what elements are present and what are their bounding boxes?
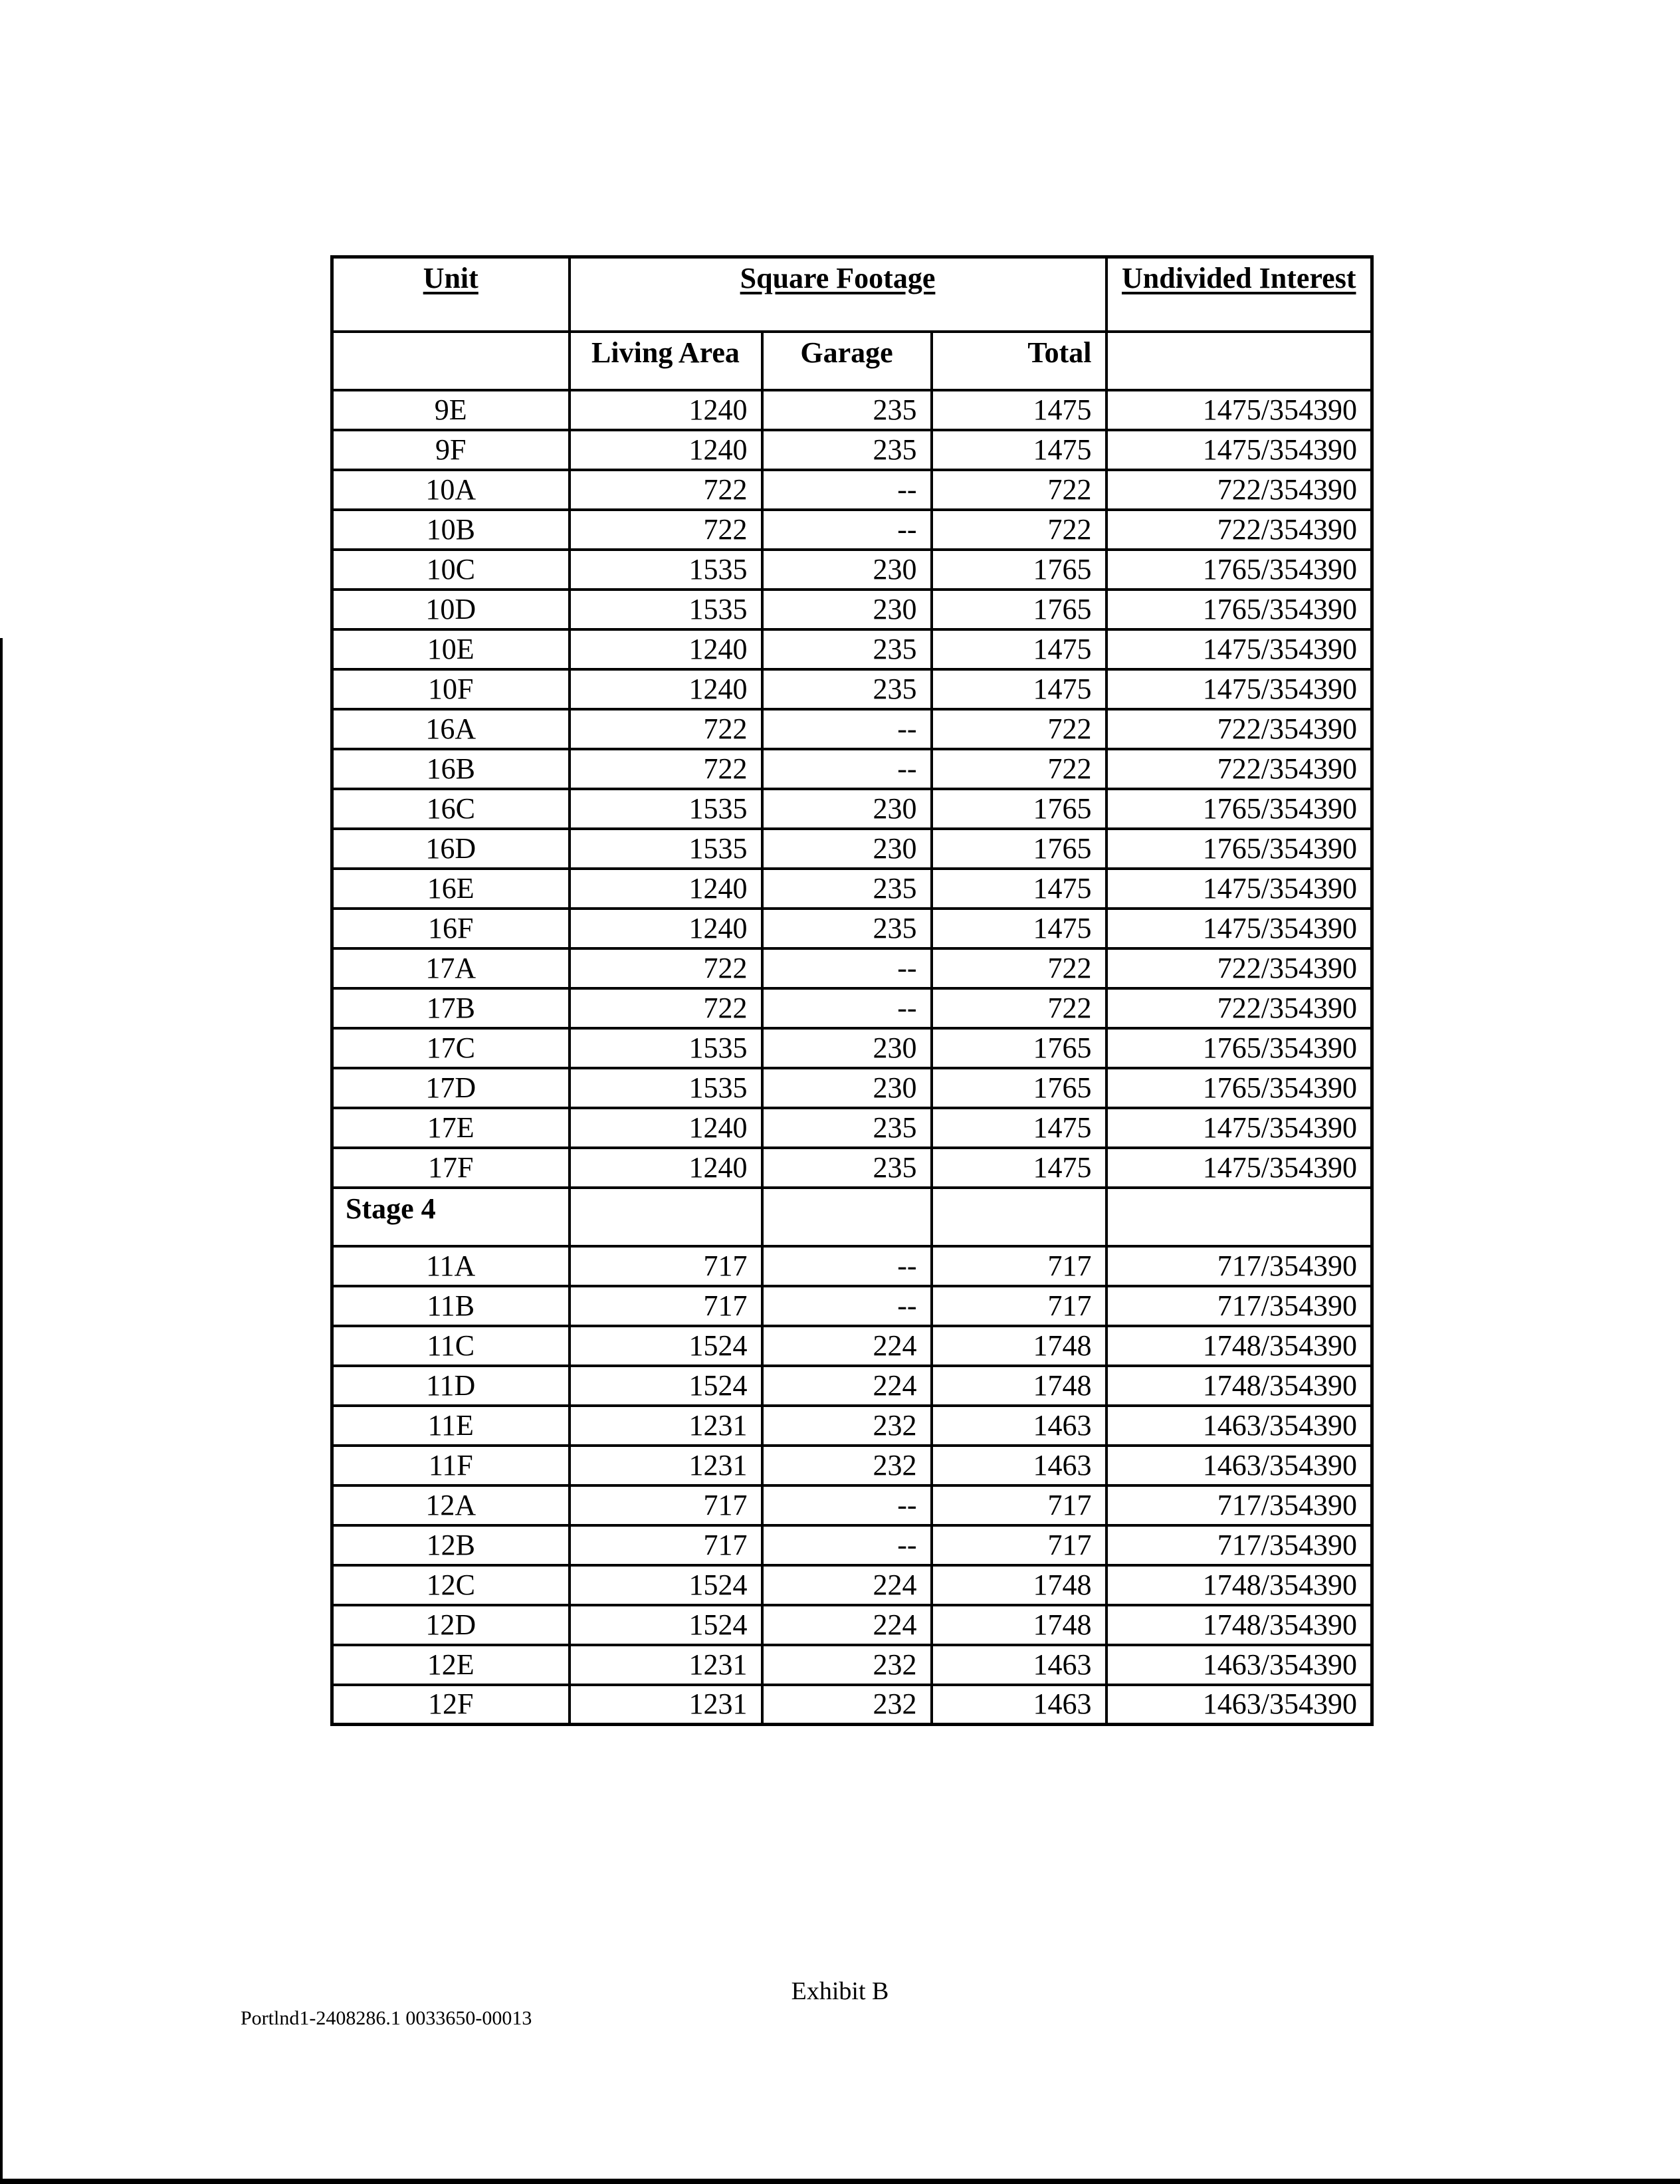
unit-cell: 10A xyxy=(332,470,570,510)
document-id: Portlnd1-2408286.1 0033650-00013 xyxy=(241,2007,532,2029)
stage-empty-cell xyxy=(762,1188,932,1246)
garage-cell: 224 xyxy=(762,1326,932,1366)
stage-empty-cell xyxy=(932,1188,1106,1246)
unit-cell: 10C xyxy=(332,550,570,590)
square-footage-table-container xyxy=(330,255,1370,1726)
square-footage-header-label: Square Footage xyxy=(740,262,936,294)
undivided-interest-cell: 1463/354390 xyxy=(1106,1446,1372,1485)
undivided-interest-cell: 1765/354390 xyxy=(1106,590,1372,629)
stage-empty-cell xyxy=(570,1188,762,1246)
garage-cell: 235 xyxy=(762,390,932,430)
table-row xyxy=(332,988,1372,1028)
living-area-header: Living Area xyxy=(570,332,762,390)
living-area-cell: 722 xyxy=(570,709,762,749)
undivided-interest-cell: 722/354390 xyxy=(1106,709,1372,749)
living-area-cell: 717 xyxy=(570,1246,762,1286)
unit-cell: 17C xyxy=(332,1028,570,1068)
undivided-interest-cell: 1475/354390 xyxy=(1106,1108,1372,1148)
unit-cell: 10F xyxy=(332,669,570,709)
undivided-interest-cell: 1475/354390 xyxy=(1106,1148,1372,1188)
garage-cell: -- xyxy=(762,1286,932,1326)
unit-subheader-empty xyxy=(332,332,570,390)
total-cell: 1475 xyxy=(932,1108,1106,1148)
unit-cell: 12B xyxy=(332,1525,570,1565)
unit-cell: 16A xyxy=(332,709,570,749)
living-area-cell: 1231 xyxy=(570,1406,762,1446)
unit-cell: 16B xyxy=(332,749,570,789)
total-cell: 1475 xyxy=(932,669,1106,709)
undivided-interest-cell: 1765/354390 xyxy=(1106,789,1372,829)
garage-cell: 224 xyxy=(762,1605,932,1645)
total-cell: 1475 xyxy=(932,909,1106,948)
table-row xyxy=(332,669,1372,709)
table-row xyxy=(332,510,1372,550)
living-area-cell: 1240 xyxy=(570,629,762,669)
living-area-cell: 1231 xyxy=(570,1645,762,1685)
total-cell: 1475 xyxy=(932,869,1106,909)
undivided-interest-cell: 1748/354390 xyxy=(1106,1565,1372,1605)
square-footage-table xyxy=(330,255,1374,1726)
living-area-cell: 1240 xyxy=(570,390,762,430)
undivided-interest-cell: 1475/354390 xyxy=(1106,869,1372,909)
garage-cell: 235 xyxy=(762,669,932,709)
living-area-cell: 722 xyxy=(570,510,762,550)
garage-header: Garage xyxy=(762,332,932,390)
unit-cell: 16C xyxy=(332,789,570,829)
undivided-interest-cell: 1475/354390 xyxy=(1106,669,1372,709)
header-row-secondary xyxy=(332,332,1372,390)
undivided-interest-header-label: Undivided Interest xyxy=(1122,262,1356,294)
stage-label: Stage 4 xyxy=(332,1188,570,1246)
total-cell: 1475 xyxy=(932,1148,1106,1188)
unit-cell: 16E xyxy=(332,869,570,909)
table-row xyxy=(332,1148,1372,1188)
undivided-interest-cell: 717/354390 xyxy=(1106,1246,1372,1286)
garage-cell: 230 xyxy=(762,789,932,829)
undivided-interest-cell: 1748/354390 xyxy=(1106,1605,1372,1645)
undivided-interest-cell: 1463/354390 xyxy=(1106,1685,1372,1725)
unit-cell: 11D xyxy=(332,1366,570,1406)
living-area-cell: 722 xyxy=(570,470,762,510)
total-cell: 1765 xyxy=(932,550,1106,590)
unit-cell: 12A xyxy=(332,1485,570,1525)
square-footage-header xyxy=(570,257,1106,332)
table-row xyxy=(332,829,1372,869)
unit-cell: 12F xyxy=(332,1685,570,1725)
unit-cell: 12E xyxy=(332,1645,570,1685)
undivided-interest-cell: 717/354390 xyxy=(1106,1485,1372,1525)
garage-cell: 230 xyxy=(762,829,932,869)
unit-cell: 16D xyxy=(332,829,570,869)
total-cell: 1748 xyxy=(932,1605,1106,1645)
unit-cell: 9F xyxy=(332,430,570,470)
total-cell: 722 xyxy=(932,709,1106,749)
table-row xyxy=(332,1645,1372,1685)
garage-cell: 235 xyxy=(762,1148,932,1188)
table-row xyxy=(332,1366,1372,1406)
unit-header-label: Unit xyxy=(423,262,478,294)
unit-cell: 11B xyxy=(332,1286,570,1326)
undivided-interest-cell: 1748/354390 xyxy=(1106,1366,1372,1406)
living-area-cell: 1524 xyxy=(570,1326,762,1366)
table-row xyxy=(332,470,1372,510)
table-row xyxy=(332,789,1372,829)
total-cell: 717 xyxy=(932,1485,1106,1525)
total-cell: 1748 xyxy=(932,1326,1106,1366)
living-area-cell: 1240 xyxy=(570,1108,762,1148)
total-cell: 1765 xyxy=(932,590,1106,629)
garage-cell: 232 xyxy=(762,1406,932,1446)
unit-cell: 10D xyxy=(332,590,570,629)
garage-cell: 224 xyxy=(762,1366,932,1406)
living-area-cell: 1240 xyxy=(570,669,762,709)
unit-cell: 17F xyxy=(332,1148,570,1188)
unit-cell: 11E xyxy=(332,1406,570,1446)
undivided-interest-cell: 717/354390 xyxy=(1106,1286,1372,1326)
unit-cell: 9E xyxy=(332,390,570,430)
total-cell: 1765 xyxy=(932,789,1106,829)
header-row-primary xyxy=(332,257,1372,332)
living-area-cell: 1535 xyxy=(570,789,762,829)
total-cell: 1765 xyxy=(932,829,1106,869)
unit-header xyxy=(332,257,570,332)
total-cell: 1475 xyxy=(932,390,1106,430)
unit-cell: 11A xyxy=(332,1246,570,1286)
total-cell: 717 xyxy=(932,1525,1106,1565)
garage-cell: 224 xyxy=(762,1565,932,1605)
undivided-interest-cell: 717/354390 xyxy=(1106,1525,1372,1565)
garage-cell: -- xyxy=(762,749,932,789)
garage-cell: -- xyxy=(762,1485,932,1525)
total-cell: 1475 xyxy=(932,629,1106,669)
unit-cell: 11F xyxy=(332,1446,570,1485)
living-area-cell: 1240 xyxy=(570,909,762,948)
total-cell: 717 xyxy=(932,1246,1106,1286)
garage-cell: 230 xyxy=(762,550,932,590)
table-row xyxy=(332,1406,1372,1446)
garage-cell: 235 xyxy=(762,869,932,909)
table-row xyxy=(332,390,1372,430)
table-row xyxy=(332,1565,1372,1605)
undivided-interest-cell: 1475/354390 xyxy=(1106,390,1372,430)
table-row xyxy=(332,550,1372,590)
total-cell: 722 xyxy=(932,470,1106,510)
unit-cell: 17D xyxy=(332,1068,570,1108)
table-row xyxy=(332,1068,1372,1108)
living-area-cell: 1535 xyxy=(570,590,762,629)
living-area-cell: 1535 xyxy=(570,1068,762,1108)
unit-cell: 11C xyxy=(332,1326,570,1366)
living-area-cell: 717 xyxy=(570,1525,762,1565)
unit-cell: 10B xyxy=(332,510,570,550)
undivided-interest-cell: 1748/354390 xyxy=(1106,1326,1372,1366)
total-header: Total xyxy=(932,332,1106,390)
undivided-interest-cell: 1463/354390 xyxy=(1106,1406,1372,1446)
stage-empty-cell xyxy=(1106,1188,1372,1246)
garage-cell: -- xyxy=(762,1525,932,1565)
living-area-cell: 1524 xyxy=(570,1565,762,1605)
garage-cell: -- xyxy=(762,510,932,550)
total-cell: 722 xyxy=(932,510,1106,550)
living-area-cell: 722 xyxy=(570,749,762,789)
table-row xyxy=(332,1485,1372,1525)
total-cell: 722 xyxy=(932,749,1106,789)
garage-cell: -- xyxy=(762,470,932,510)
page-edge-bottom xyxy=(0,2179,1680,2184)
living-area-cell: 1240 xyxy=(570,869,762,909)
unit-cell: 10E xyxy=(332,629,570,669)
total-cell: 1765 xyxy=(932,1028,1106,1068)
table-row xyxy=(332,1525,1372,1565)
unit-cell: 17E xyxy=(332,1108,570,1148)
undivided-interest-cell: 722/354390 xyxy=(1106,510,1372,550)
total-cell: 1748 xyxy=(932,1366,1106,1406)
total-cell: 722 xyxy=(932,948,1106,988)
undivided-interest-cell: 1765/354390 xyxy=(1106,829,1372,869)
table-row xyxy=(332,590,1372,629)
table-row xyxy=(332,1286,1372,1326)
table-row xyxy=(332,909,1372,948)
undivided-interest-cell: 722/354390 xyxy=(1106,470,1372,510)
total-cell: 1765 xyxy=(932,1068,1106,1108)
table-row xyxy=(332,1446,1372,1485)
garage-cell: 230 xyxy=(762,590,932,629)
table-row xyxy=(332,1246,1372,1286)
garage-cell: 235 xyxy=(762,1108,932,1148)
total-cell: 1463 xyxy=(932,1645,1106,1685)
table-row xyxy=(332,1685,1372,1725)
garage-cell: 232 xyxy=(762,1645,932,1685)
unit-cell: 16F xyxy=(332,909,570,948)
living-area-cell: 1535 xyxy=(570,1028,762,1068)
living-area-cell: 1535 xyxy=(570,829,762,869)
table-row xyxy=(332,430,1372,470)
garage-cell: 235 xyxy=(762,430,932,470)
unit-cell: 17B xyxy=(332,988,570,1028)
table-row xyxy=(332,629,1372,669)
unit-cell: 17A xyxy=(332,948,570,988)
garage-cell: -- xyxy=(762,988,932,1028)
living-area-cell: 722 xyxy=(570,988,762,1028)
undivided-interest-cell: 722/354390 xyxy=(1106,948,1372,988)
undivided-interest-cell: 722/354390 xyxy=(1106,749,1372,789)
garage-cell: -- xyxy=(762,1246,932,1286)
living-area-cell: 1231 xyxy=(570,1446,762,1485)
living-area-cell: 1231 xyxy=(570,1685,762,1725)
undivided-interest-cell: 1765/354390 xyxy=(1106,1068,1372,1108)
living-area-cell: 1240 xyxy=(570,430,762,470)
table-row xyxy=(332,869,1372,909)
undivided-interest-cell: 1475/354390 xyxy=(1106,909,1372,948)
garage-cell: 232 xyxy=(762,1446,932,1485)
table-row xyxy=(332,749,1372,789)
unit-cell: 12C xyxy=(332,1565,570,1605)
garage-cell: 230 xyxy=(762,1028,932,1068)
total-cell: 717 xyxy=(932,1286,1106,1326)
table-row xyxy=(332,1108,1372,1148)
total-cell: 1748 xyxy=(932,1565,1106,1605)
garage-cell: -- xyxy=(762,709,932,749)
living-area-cell: 1524 xyxy=(570,1605,762,1645)
undivided-interest-cell: 1463/354390 xyxy=(1106,1645,1372,1685)
exhibit-label: Exhibit B xyxy=(791,1977,889,2005)
living-area-cell: 717 xyxy=(570,1485,762,1525)
undivided-interest-cell: 722/354390 xyxy=(1106,988,1372,1028)
living-area-cell: 722 xyxy=(570,948,762,988)
total-cell: 1463 xyxy=(932,1406,1106,1446)
total-cell: 1463 xyxy=(932,1446,1106,1485)
total-cell: 1463 xyxy=(932,1685,1106,1725)
living-area-cell: 1240 xyxy=(570,1148,762,1188)
table-row xyxy=(332,709,1372,749)
undivided-interest-cell: 1765/354390 xyxy=(1106,550,1372,590)
table-row xyxy=(332,1028,1372,1068)
garage-cell: 235 xyxy=(762,909,932,948)
table-row xyxy=(332,1605,1372,1645)
living-area-cell: 1535 xyxy=(570,550,762,590)
undivided-interest-header xyxy=(1106,257,1372,332)
unit-cell: 12D xyxy=(332,1605,570,1645)
total-cell: 722 xyxy=(932,988,1106,1028)
living-area-cell: 717 xyxy=(570,1286,762,1326)
interest-subheader-empty xyxy=(1106,332,1372,390)
undivided-interest-cell: 1765/354390 xyxy=(1106,1028,1372,1068)
table-row xyxy=(332,1326,1372,1366)
garage-cell: 230 xyxy=(762,1068,932,1108)
undivided-interest-cell: 1475/354390 xyxy=(1106,430,1372,470)
total-cell: 1475 xyxy=(932,430,1106,470)
table-row xyxy=(332,948,1372,988)
undivided-interest-cell: 1475/354390 xyxy=(1106,629,1372,669)
garage-cell: -- xyxy=(762,948,932,988)
living-area-cell: 1524 xyxy=(570,1366,762,1406)
garage-cell: 235 xyxy=(762,629,932,669)
page-edge-left xyxy=(0,638,3,2184)
stage-row xyxy=(332,1188,1372,1246)
garage-cell: 232 xyxy=(762,1685,932,1725)
